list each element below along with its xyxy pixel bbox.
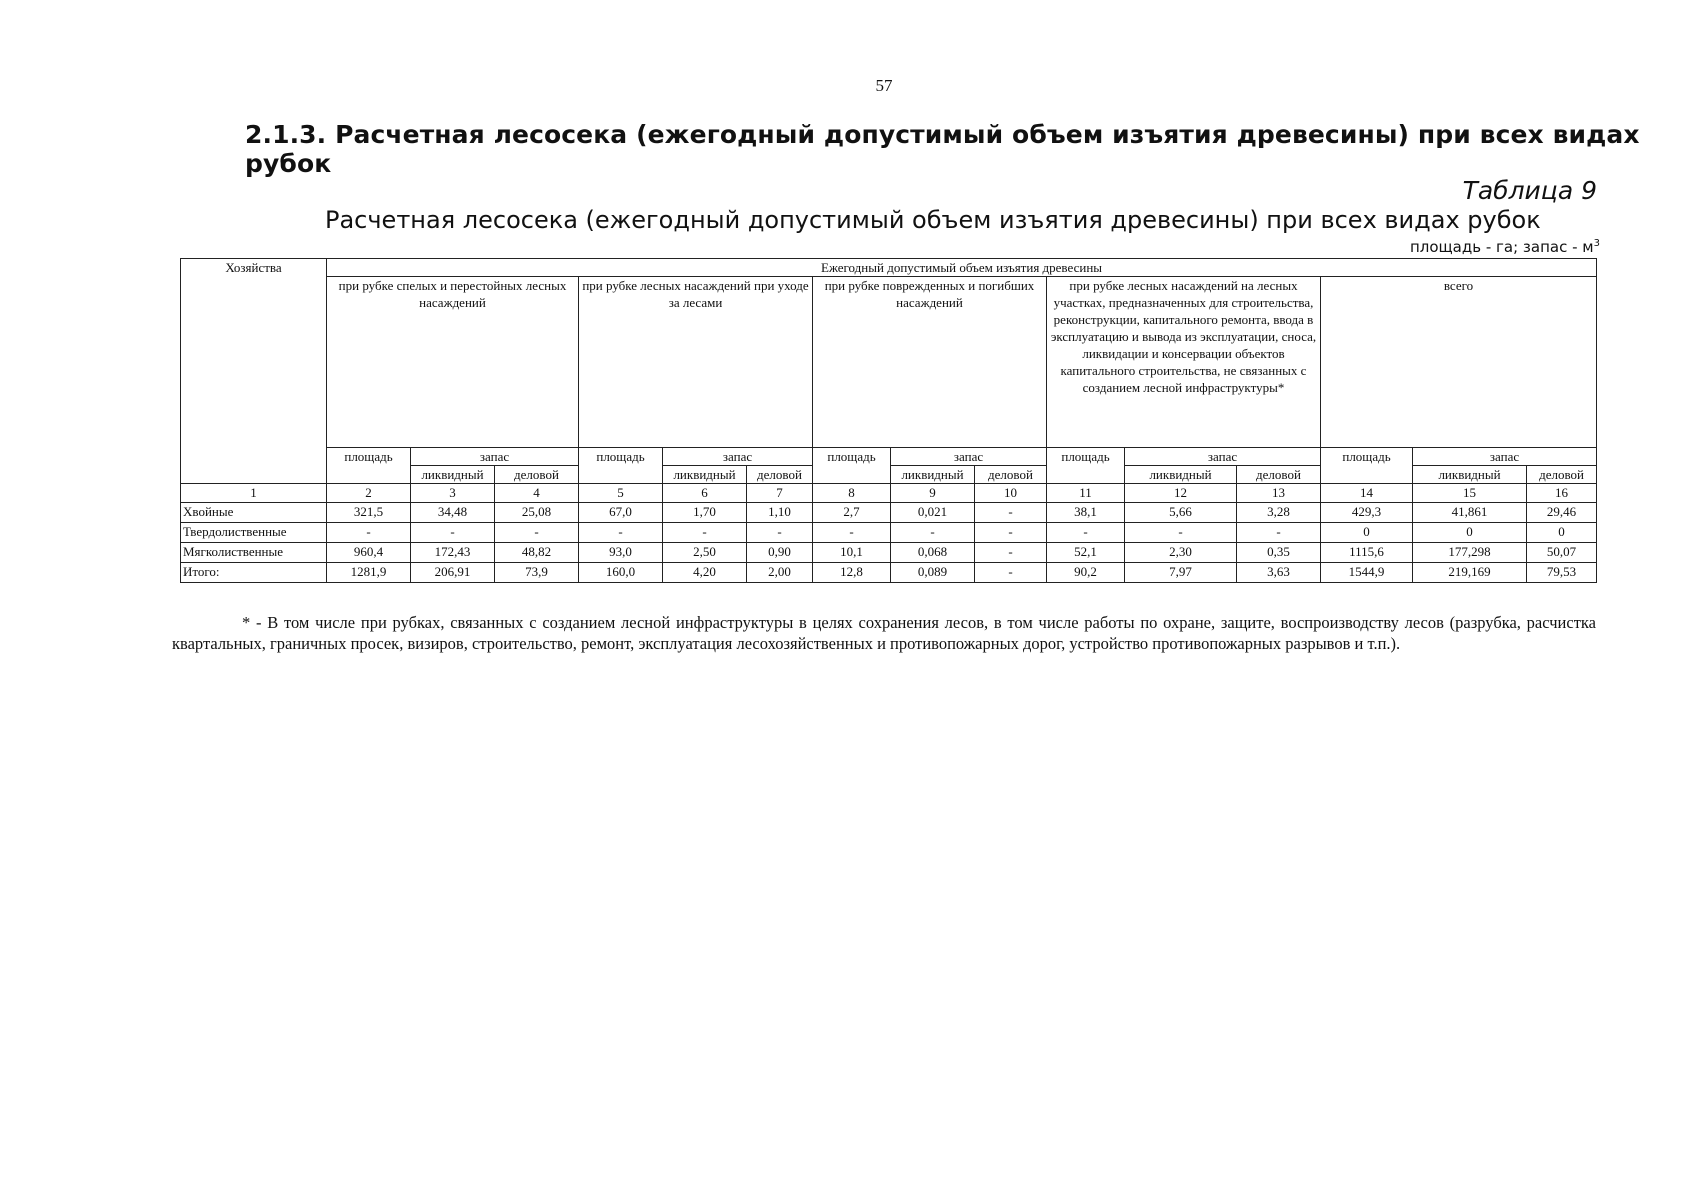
- table-cell: 3,63: [1237, 563, 1321, 583]
- table-cell: 4,20: [663, 563, 747, 583]
- group-total: всего: [1321, 277, 1597, 448]
- business-header: деловой: [495, 466, 579, 484]
- column-number-cell: 12: [1125, 484, 1237, 503]
- table-cell: 48,82: [495, 543, 579, 563]
- table-cell: 0,90: [747, 543, 813, 563]
- table-cell: -: [1047, 523, 1125, 543]
- table-row: [181, 543, 1597, 563]
- column-number-cell: 8: [813, 484, 891, 503]
- header-row-1: [181, 259, 1597, 277]
- units-note: [1410, 238, 1600, 256]
- column-number-cell: 6: [663, 484, 747, 503]
- liquid-header: ликвидный: [1413, 466, 1527, 484]
- table-cell: 34,48: [411, 503, 495, 523]
- table-cell: 0: [1527, 523, 1597, 543]
- table-cell: -: [327, 523, 411, 543]
- area-header: площадь: [1047, 448, 1125, 484]
- liquid-header: ликвидный: [1125, 466, 1237, 484]
- column-number-cell: 5: [579, 484, 663, 503]
- table-cell: -: [975, 543, 1047, 563]
- table-cell: 10,1: [813, 543, 891, 563]
- table-cell: 0,021: [891, 503, 975, 523]
- column-number-cell: 2: [327, 484, 411, 503]
- area-header: площадь: [1321, 448, 1413, 484]
- stock-header: запас: [1125, 448, 1321, 466]
- row-label: Итого:: [181, 563, 327, 583]
- table-cell: -: [975, 503, 1047, 523]
- table-cell: -: [975, 523, 1047, 543]
- column-number-cell: 9: [891, 484, 975, 503]
- group-damaged-cutting: при рубке поврежденных и погибших насаждений: [813, 277, 1047, 448]
- table-cell: 41,861: [1413, 503, 1527, 523]
- column-number-cell: 14: [1321, 484, 1413, 503]
- area-header: площадь: [327, 448, 411, 484]
- table-cell: 172,43: [411, 543, 495, 563]
- table-cell: 160,0: [579, 563, 663, 583]
- column-number-cell: 7: [747, 484, 813, 503]
- table-cell: 79,53: [1527, 563, 1597, 583]
- table-cell: 177,298: [1413, 543, 1527, 563]
- area-header: площадь: [579, 448, 663, 484]
- liquid-header: ликвидный: [891, 466, 975, 484]
- stock-header: запас: [663, 448, 813, 466]
- business-header: деловой: [1527, 466, 1597, 484]
- table-cell: 0: [1413, 523, 1527, 543]
- column-number-cell: 16: [1527, 484, 1597, 503]
- table-cell: -: [891, 523, 975, 543]
- section-title: 2.1.3. Расчетная лесосека (ежегодный допустимый объем изъятия древесины) при всех видах рубок: [245, 120, 1640, 178]
- table-cell: 219,169: [1413, 563, 1527, 583]
- table-cell: -: [411, 523, 495, 543]
- table-cell: 67,0: [579, 503, 663, 523]
- group-construction-cutting: при рубке лесных насаждений на лесных участках, предназначенных для строительства, реконструкции, капитального ремонта, ввода в эксплуатацию и вывода из эксплуатации, сноса, ликвидации и консервации объектов капитального строительства, не связанных с созданием лесной инфраструктуры*: [1047, 277, 1321, 448]
- table-cell: 73,9: [495, 563, 579, 583]
- table-cell: 206,91: [411, 563, 495, 583]
- units-sup: 3: [1593, 238, 1600, 249]
- page-number: 57: [875, 76, 893, 95]
- stock-header: запас: [1413, 448, 1597, 466]
- column-number-cell: 15: [1413, 484, 1527, 503]
- header-row-3: [181, 448, 1597, 466]
- table-cell: 1281,9: [327, 563, 411, 583]
- column-number-cell: 4: [495, 484, 579, 503]
- table-cell: -: [579, 523, 663, 543]
- table-cell: 50,07: [1527, 543, 1597, 563]
- table-cell: 0,35: [1237, 543, 1321, 563]
- footnote-text: * - В том числе при рубках, связанных с созданием лесной инфраструктуры в целях сохранения лесов, в том числе работы по охране, защите, воспроизводству лесов (разрубка, расчистка квартальных, граничных просек, визиров, строительство, ремонт, эксплуатация лесохозяйственных и противопожарных дорог, устройство противопожарных разрывов и т.п.).: [172, 613, 1596, 653]
- liquid-header: ликвидный: [411, 466, 495, 484]
- table-cell: 2,50: [663, 543, 747, 563]
- column-number-cell: 13: [1237, 484, 1321, 503]
- table-cell: -: [1237, 523, 1321, 543]
- table-cell: 1,70: [663, 503, 747, 523]
- table-cell: 12,8: [813, 563, 891, 583]
- row-label: Хвойные: [181, 503, 327, 523]
- business-header: деловой: [1237, 466, 1321, 484]
- table-cell: 0,068: [891, 543, 975, 563]
- row-label: Мягколиственные: [181, 543, 327, 563]
- table-cell: -: [813, 523, 891, 543]
- table-row: [181, 503, 1597, 523]
- table-cell: 5,66: [1125, 503, 1237, 523]
- table-row: [181, 523, 1597, 543]
- area-header: площадь: [813, 448, 891, 484]
- table-title: Расчетная лесосека (ежегодный допустимый объем изъятия древесины) при всех видах рубок: [325, 206, 1541, 234]
- table-cell: 3,28: [1237, 503, 1321, 523]
- column-number-cell: 1: [181, 484, 327, 503]
- column-number-cell: 3: [411, 484, 495, 503]
- table-cell: 38,1: [1047, 503, 1125, 523]
- table-cell: 2,00: [747, 563, 813, 583]
- table-cell: 7,97: [1125, 563, 1237, 583]
- row-label: Твердолиственные: [181, 523, 327, 543]
- table-cell: 90,2: [1047, 563, 1125, 583]
- group-header: Ежегодный допустимый объем изъятия древесины: [327, 259, 1597, 277]
- table-cell: 2,30: [1125, 543, 1237, 563]
- table-cell: 960,4: [327, 543, 411, 563]
- business-header: деловой: [975, 466, 1047, 484]
- table-cell: 93,0: [579, 543, 663, 563]
- table-cell: 2,7: [813, 503, 891, 523]
- table-cell: 1115,6: [1321, 543, 1413, 563]
- business-header: деловой: [747, 466, 813, 484]
- table-cell: 429,3: [1321, 503, 1413, 523]
- table-cell: 25,08: [495, 503, 579, 523]
- table-cell: 0,089: [891, 563, 975, 583]
- col-header-farms: Хозяйства: [181, 259, 327, 484]
- allowable-cut-table: [180, 258, 1597, 583]
- table-cell: 1544,9: [1321, 563, 1413, 583]
- table-body: [181, 503, 1597, 583]
- liquid-header: ликвидный: [663, 466, 747, 484]
- table-row: [181, 563, 1597, 583]
- table-cell: 321,5: [327, 503, 411, 523]
- footnote: [172, 612, 1596, 654]
- column-number-cell: 11: [1047, 484, 1125, 503]
- stock-header: запас: [891, 448, 1047, 466]
- table-cell: 29,46: [1527, 503, 1597, 523]
- units-text: площадь - га; запас - м: [1409, 238, 1594, 256]
- table-cell: 1,10: [747, 503, 813, 523]
- table-cell: -: [663, 523, 747, 543]
- table-cell: -: [747, 523, 813, 543]
- stock-header: запас: [411, 448, 579, 466]
- table-label: Таблица 9: [1462, 176, 1597, 205]
- group-care-cutting: при рубке лесных насаждений при уходе за лесами: [579, 277, 813, 448]
- group-mature-cutting: при рубке спелых и перестойных лесных насаждений: [327, 277, 579, 448]
- column-number-cell: 10: [975, 484, 1047, 503]
- table-cell: 52,1: [1047, 543, 1125, 563]
- table-cell: -: [1125, 523, 1237, 543]
- table-cell: -: [975, 563, 1047, 583]
- table-cell: -: [495, 523, 579, 543]
- table-cell: 0: [1321, 523, 1413, 543]
- column-number-row: [181, 484, 1597, 503]
- header-row-2: [181, 277, 1597, 448]
